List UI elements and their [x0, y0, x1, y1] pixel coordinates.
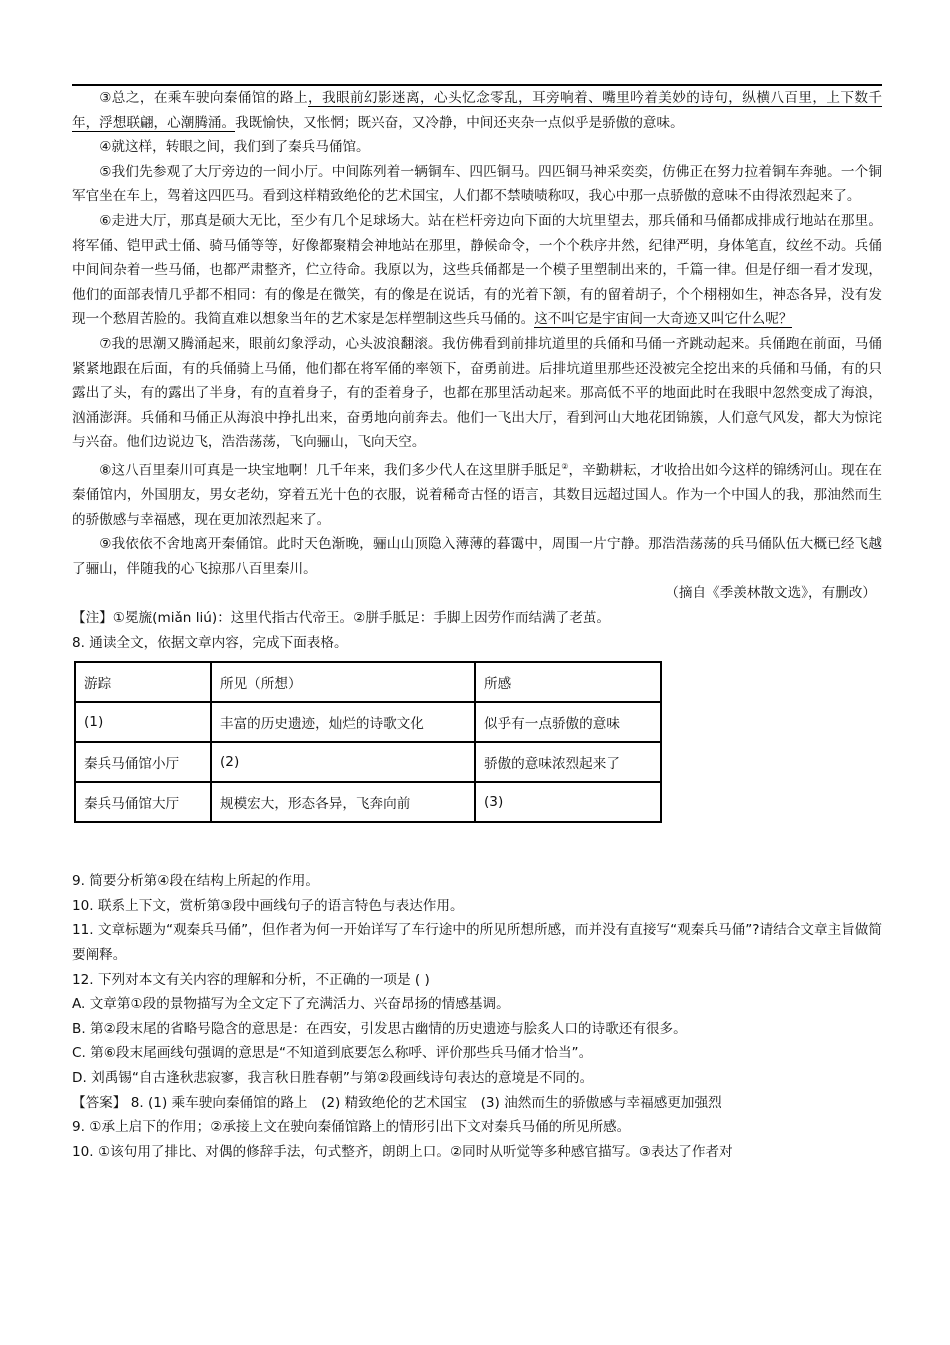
question-10: 10. 联系上下文，赏析第③段中画线句子的语言特色与表达作用。 — [72, 897, 464, 914]
p3-underlined-sentence: ，我眼前幻影迷离，心头忆念零乱，耳旁响着、嘴里吟着美妙的诗句，纵横八百里，上下数千年，浮想联翩，心潮腾涌。 — [72, 90, 882, 131]
p8-text-a: ⑧这八百里秦川可真是一块宝地啊！几千年来，我们多少代人在这里胼手胝足 — [99, 462, 562, 479]
paragraph-4: ④就这样，转眼之间，我们到了秦兵马俑馆。 — [99, 139, 370, 156]
question-12: 12. 下列对本文有关内容的理解和分析，不正确的一项是 ( ) — [72, 971, 430, 988]
footnote-marker: ② — [561, 461, 569, 471]
table-row — [75, 782, 661, 822]
table-cell: 秦兵马俑馆小厅 — [75, 742, 211, 782]
option-a: A. 文章第①段的景物描写为全文定下了充满活力、兴奋昂扬的情感基调。 — [72, 996, 510, 1013]
p3-rest: 我既愉快，又怅惘；既兴奋，又冷静，中间还夹杂一点似乎是骄傲的意味。 — [235, 114, 684, 131]
table-header-cell: 游踪 — [75, 662, 211, 702]
document-page — [72, 84, 882, 1164]
question-11: 11. 文章标题为“观秦兵马俑”，但作者为何一开始详写了车行途中的所见所想所感，而并没有直接写“观秦兵马俑”?请结合文章主旨做简要阐释。 — [72, 922, 882, 963]
table-cell: 似乎有一点骄傲的意味 — [475, 702, 661, 742]
paragraph-9: ⑨我依依不舍地离开秦俑馆。此时天色渐晚，骊山山顶隐入薄薄的暮霭中，周围一片宁静。那浩浩荡荡的兵马俑队伍大概已经飞越了骊山，伴随我的心飞掠那八百里秦川。 — [72, 536, 882, 577]
answer-8: 【答案】 8. (1) 乘车驶向秦俑馆的路上 (2) 精致绝伦的艺术国宝 (3) 油然而生的骄傲感与幸福感更加强烈 — [72, 1094, 722, 1111]
table-header-row — [75, 662, 661, 702]
annotation-note: 【注】①冕旒(miǎn liú)：这里代指古代帝王。②胼手胝足：手脚上因劳作而结满了老茧。 — [72, 610, 611, 626]
p3-text: ③总之，在乘车驶向秦俑馆的路上 — [99, 90, 308, 106]
table-cell: 秦兵马俑馆大厅 — [75, 782, 211, 822]
paragraph-8 — [72, 455, 882, 532]
question-8: 8. 通读全文，依据文章内容，完成下面表格。 — [72, 634, 348, 651]
paragraph-6 — [72, 209, 882, 332]
table-header-cell: 所感 — [475, 662, 661, 702]
answer-10: 10. ①该句用了排比、对偶的修辞手法，句式整齐，朗朗上口。②同时从听觉等多种感官描写。③表达了作者对 — [72, 1143, 733, 1160]
table-cell: (2) — [211, 742, 475, 782]
option-d: D. 刘禹锡“自古逢秋悲寂寥，我言秋日胜春朝”与第②段画线诗句表达的意境是不同的。 — [72, 1069, 594, 1086]
paragraph-3 — [72, 86, 882, 135]
table-cell: 规模宏大，形态各异，飞奔向前 — [211, 782, 475, 822]
p6-text: ⑥走进大厅，那真是硕大无比，至少有几个足球场大。站在栏杆旁边向下面的大坑里望去，那兵俑和马俑都成排成行地站在那里。将军俑、铠甲武士俑、骑马俑等等，好像都聚精会神地站在那里，静候命令，一个个秩序井然，纪律严明，身体笔直，纹丝不动。兵俑中间间杂着一些马俑，也都严肃整齐，伫立待命。我原以为，这些兵俑都是一个模子里塑制出来的，千篇一律。但是仔细一看才发现，他们的面部表情几乎都不相同：有的像是在微笑，有的像是在说话，有的光着下颔，有的留着胡子，个个栩栩如生，神态各异，没有发现一个愁眉苦脸的。我简直难以想象当年的艺术家是怎样塑制这些兵马俑的。 — [72, 212, 882, 328]
table-row — [75, 742, 661, 782]
table-row — [75, 702, 661, 742]
table-cell: 骄傲的意味浓烈起来了 — [475, 742, 661, 782]
option-b: B. 第②段末尾的省略号隐含的意思是：在西安，引发思古幽情的历史遗迹与脍炙人口的诗歌还有很多。 — [72, 1020, 687, 1037]
option-c: C. 第⑥段末尾画线句强调的意思是“不知道到底要怎么称呼、评价那些兵马俑才恰当”。 — [72, 1045, 593, 1062]
paragraph-5: ⑤我们先参观了大厅旁边的一间小厅。中间陈列着一辆铜车、四匹铜马。四匹铜马神采奕奕，仿佛正在努力拉着铜车奔驰。一个铜军官坐在车上，驾着这四匹马。看到这样精致绝伦的艺术国宝，人们都不禁啧啧称叹，我心中那一点骄傲的意味不由得浓烈起来了。 — [72, 163, 882, 205]
question-9: 9. 简要分析第④段在结构上所起的作用。 — [72, 873, 319, 890]
p8-text-b: ，辛勤耕耘，才收拾出如今这样的锦绣河山。现在在秦俑馆内，外国朋友，男女老幼，穿着五光十色的衣服，说着稀奇古怪的语言，其数目远超过国人。作为一个中国人的我，那油然而生的骄傲感与幸福感，现在更加浓烈起来了。 — [72, 462, 883, 528]
table-cell: 丰富的历史遗迹，灿烂的诗歌文化 — [211, 702, 475, 742]
source-citation: （摘自《季羡林散文选》，有删改） — [665, 585, 876, 602]
paragraph-7: ⑦我的思潮又腾涌起来，眼前幻象浮动，心头波浪翻滚。我仿佛看到前排坑道里的兵俑和马俑一齐跳动起来。兵俑跑在前面，马俑紧紧地跟在后面，有的兵俑骑上马俑，他们都在将军俑的率领下，奋勇前进。后排坑道里那些还没被完全挖出来的兵俑和马俑，有的只露出了头，有的露出了半身，有的直着身子，有的歪着身子，也都在那里活动起来。那高低不平的地面此时在我眼中忽然变成了海浪，汹涌澎湃。兵俑和马俑正从海浪中挣扎出来，奋勇地向前奔去。他们一飞出大厅，看到河山大地花团锦簇，人们意气风发，都大为惊诧与兴奋。他们边说边飞，浩浩荡荡，飞向骊山，飞向天空。 — [72, 335, 882, 451]
p6-underlined-sentence: 这不叫它是宇宙间一大奇迹又叫它什么呢？ — [534, 311, 793, 328]
table-cell: (1) — [75, 702, 211, 742]
answer-9: 9. ①承上启下的作用；②承接上文在驶向秦俑馆路上的情形引出下文对秦兵马俑的所见所感。 — [72, 1119, 631, 1136]
table-cell: (3) — [475, 782, 661, 822]
table-header-cell: 所见（所想） — [211, 662, 475, 702]
answer-table — [74, 661, 662, 823]
